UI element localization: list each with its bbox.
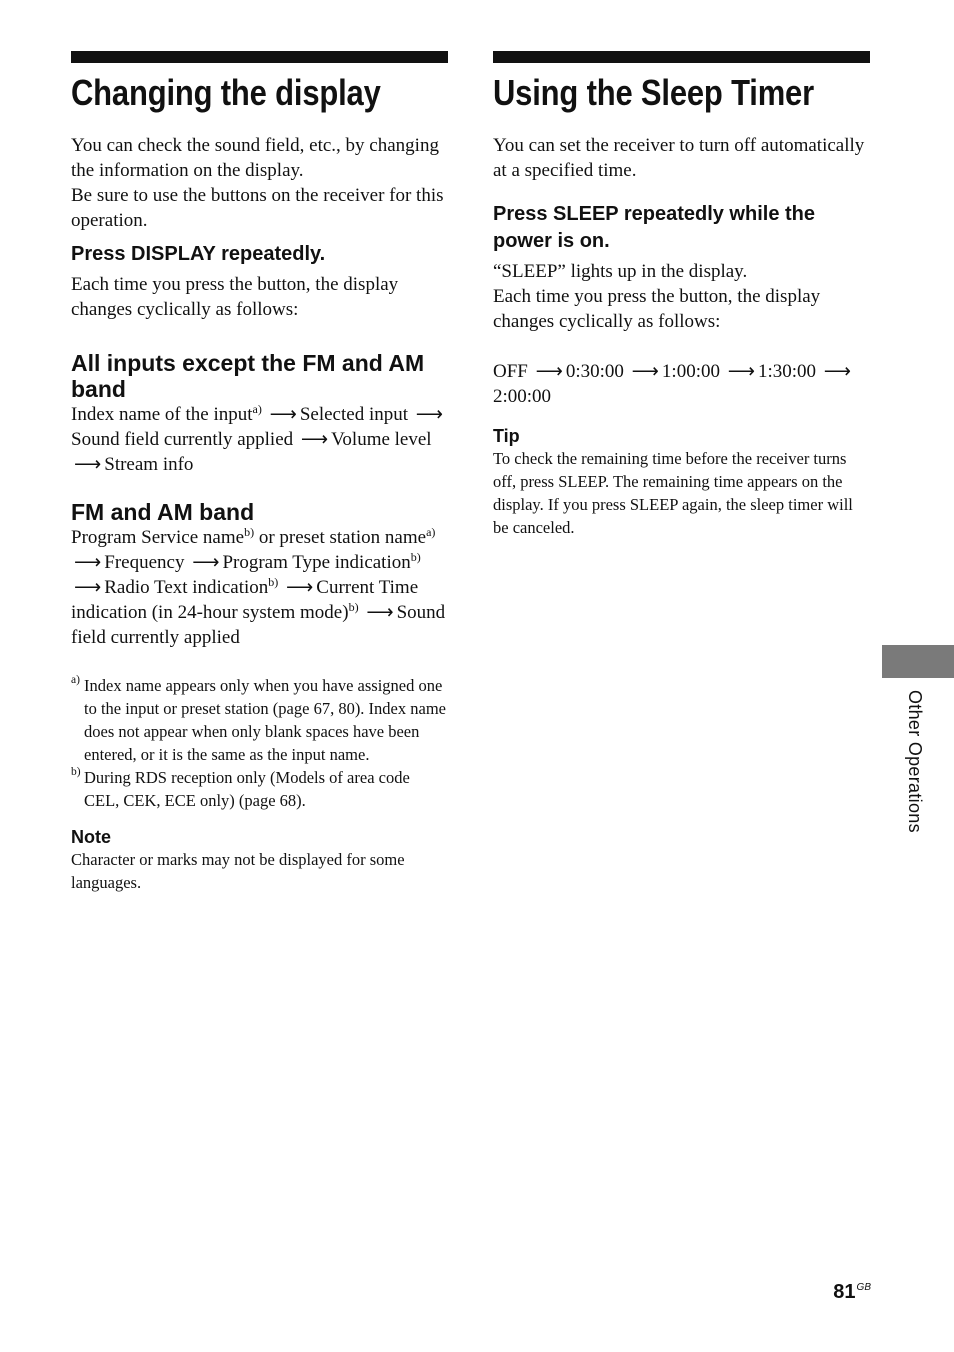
arrow-icon: ⟶	[366, 602, 394, 623]
section-title-sleep-timer: Using the Sleep Timer	[493, 72, 814, 113]
section-title-changing-display: Changing the display	[71, 72, 381, 113]
step-heading-display: Press DISPLAY repeatedly.	[71, 243, 326, 265]
arrow-icon: ⟶	[631, 361, 659, 382]
arrow-icon: ⟶	[192, 552, 220, 573]
arrow-icon: ⟶	[74, 552, 102, 573]
side-tab-label: Other Operations	[905, 690, 925, 833]
tip-text: To check the remaining time before the receiver turns off, press SLEEP. The remaining time appears on the display. If you press SLEEP again, the sleep timer will be canceled.	[493, 449, 853, 537]
sleep-cycle: OFF ⟶ 0:30:00 ⟶ 1:00:00 ⟶ 1:30:00 ⟶2:00:00	[493, 361, 852, 407]
side-tab-marker	[882, 645, 954, 678]
intro-paragraph-2: Be sure to use the buttons on the receiver for this operation.	[71, 185, 444, 231]
footnotes	[71, 674, 448, 812]
sleep-intro: You can set the receiver to turn off automatically at a specified time.	[493, 135, 865, 181]
step-heading-sleep: Press SLEEP repeatedly while the power is on.	[493, 203, 815, 252]
left-column	[71, 51, 448, 894]
fm-am-cycle: Program Service name$^{b)}$ or preset station name$^{a)}$ ⟶ Frequency ⟶ Program Type indication$^{b)}$ ⟶ Radio Text indication$^{b)}$ ⟶ Current Time indication (in 24-hour system mode)$^{b)}$ ⟶ Sound field currently applied	[71, 525, 446, 648]
arrow-icon: ⟶	[74, 577, 102, 598]
title-rule	[493, 51, 870, 63]
all-inputs-cycle: Index name of the input$^{a)}$ ⟶ Selected input ⟶Sound field currently applied ⟶ Volume level ⟶ Stream info	[71, 402, 444, 475]
arrow-icon: ⟶	[727, 361, 755, 382]
arrow-icon: ⟶	[300, 429, 329, 450]
note-text: Character or marks may not be displayed for some languages.	[71, 850, 405, 892]
arrow-icon: ⟶	[269, 404, 297, 425]
subheading-fm-am-band: FM and AM band	[71, 499, 255, 525]
footnote-a: a) Index name appears only when you have assigned one to the input or preset station (page 67, 80). Index name does not appear when only blank spaces have been entered, or it is the same as the input name.	[71, 674, 446, 764]
subheading-all-inputs: All inputs except the FM and AM band	[71, 350, 425, 402]
right-column	[493, 51, 870, 539]
note-heading: Note	[71, 827, 111, 847]
sleep-step-desc-1: “SLEEP” lights up in the display.	[493, 261, 748, 282]
footnote-b: b) During RDS reception only (Models of area code CEL, CEK, ECE only) (page 68).	[71, 766, 410, 810]
arrow-icon: ⟶	[535, 361, 563, 382]
arrow-icon: ⟶	[823, 361, 852, 382]
sleep-step-desc-2: Each time you press the button, the display changes cyclically as follows:	[493, 286, 821, 332]
arrow-icon: ⟶	[415, 404, 444, 425]
intro-paragraph-1: You can check the sound field, etc., by changing the information on the display.	[71, 135, 439, 181]
step-description: Each time you press the button, the display changes cyclically as follows:	[71, 274, 399, 320]
page-number: $81^{GB}$	[833, 1281, 871, 1303]
arrow-icon: ⟶	[74, 454, 102, 475]
title-rule	[71, 51, 448, 63]
arrow-icon: ⟶	[286, 577, 314, 598]
tip-heading: Tip	[493, 426, 520, 446]
